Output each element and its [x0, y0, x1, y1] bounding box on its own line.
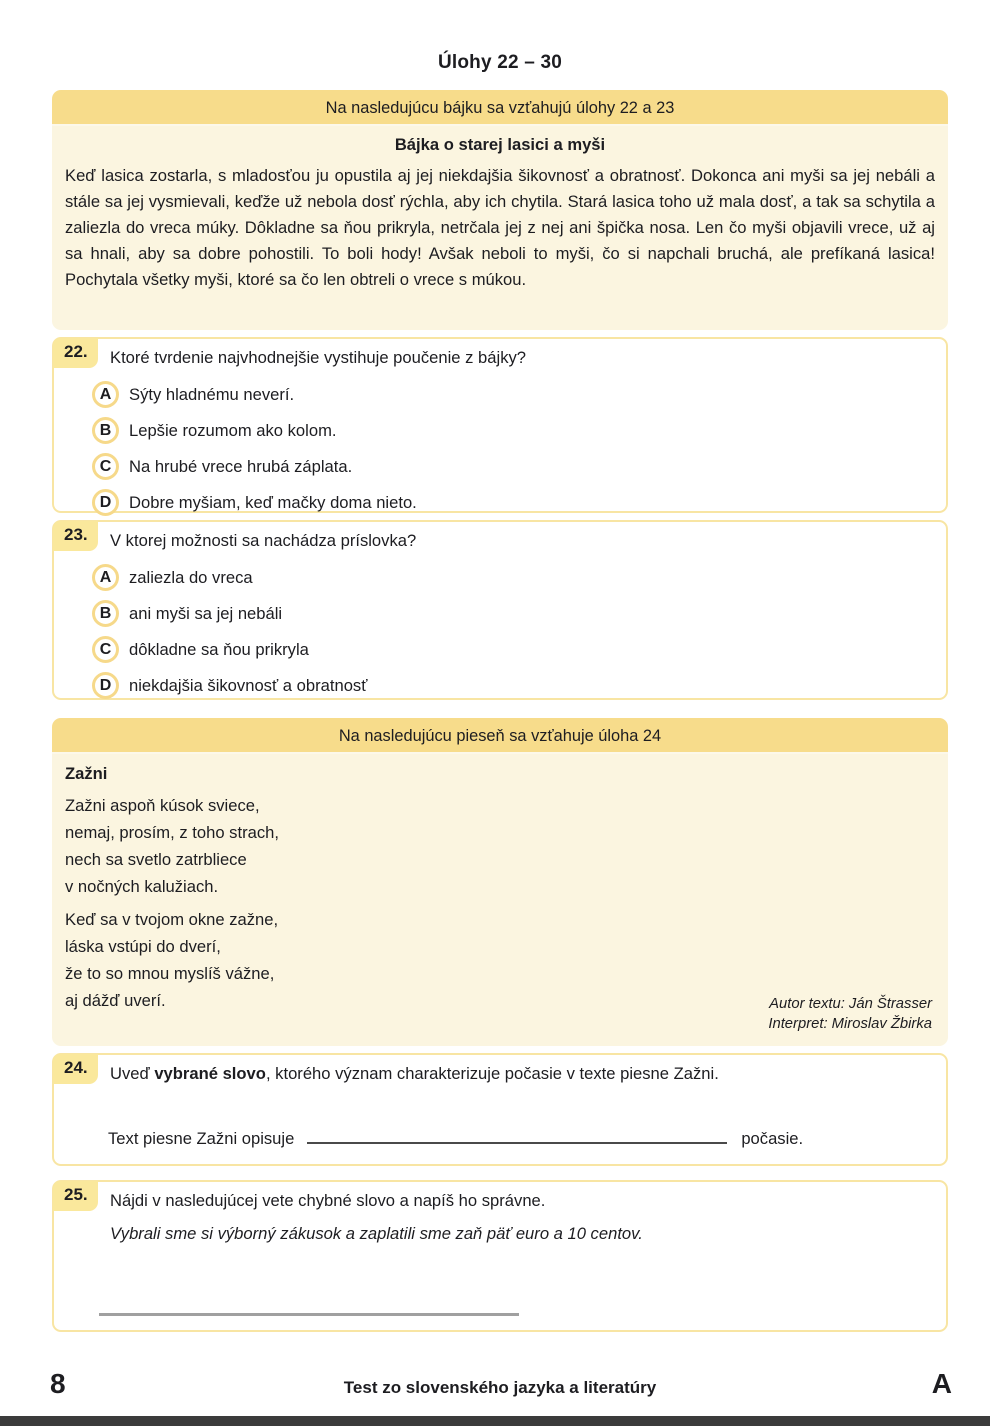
answer-suffix: počasie.: [741, 1129, 804, 1148]
option-d: [92, 672, 946, 699]
song-line: aj dážď uverí.: [65, 991, 166, 1010]
question-23-box: [52, 520, 948, 700]
question-24-answer-row: [108, 1129, 803, 1149]
option-a-text: zaliezla do vreca: [129, 567, 253, 587]
option-b: [92, 417, 946, 444]
question-23-number-badge: 23.: [53, 521, 98, 551]
question-22-text: Ktoré tvrdenie najvhodnejšie vystihuje poučenie z bájky?: [110, 348, 527, 367]
song-passage-box: [52, 718, 948, 1046]
question-23-text: V ktorej možnosti sa nachádza príslovka?: [110, 531, 417, 550]
fable-passage-box: [52, 90, 948, 330]
fable-passage-header: Na nasledujúcu bájku sa vzťahujú úlohy 22 a 23: [52, 90, 948, 126]
footer-test-variant: A: [931, 1368, 952, 1399]
option-b-marker: B: [92, 417, 119, 444]
song-body: [52, 754, 948, 1044]
song-line: nech sa svetlo zatrbliece: [65, 850, 247, 869]
answer-prefix: Text piesne Zažni opisuje: [108, 1129, 295, 1148]
option-d-text: Dobre myšiam, keď mačky doma nieto.: [129, 492, 417, 512]
option-d: [92, 489, 946, 516]
page-title: Úlohy 22 – 30: [437, 52, 563, 73]
fable-title: Bájka o starej lasici a myši: [394, 135, 606, 154]
option-b-text: Lepšie rozumom ako kolom.: [129, 420, 337, 440]
option-c: [92, 453, 946, 480]
question-24-text-suffix: , ktorého význam charakterizuje počasie v texte piesne Zažni.: [265, 1064, 719, 1083]
option-b: [92, 600, 946, 627]
option-c-text: Na hrubé vrece hrubá záplata.: [129, 456, 353, 476]
song-line: v nočných kalužiach.: [65, 877, 219, 896]
song-line: Keď sa v tvojom okne zažne,: [65, 910, 279, 929]
question-22-options: [54, 381, 946, 516]
question-25-box: [52, 1180, 948, 1332]
option-b-marker: B: [92, 600, 119, 627]
song-line: nemaj, prosím, z toho strach,: [65, 823, 279, 842]
option-a: [92, 381, 946, 408]
song-credit-author: Autor textu: Ján Štrasser: [769, 996, 932, 1012]
footer-page-number: 8: [50, 1368, 66, 1399]
answer-blank-line: [99, 1313, 519, 1316]
question-22-box: [52, 337, 948, 513]
option-a: [92, 564, 946, 591]
option-d-text: niekdajšia šikovnosť a obratnosť: [129, 675, 368, 695]
song-title: Zažni: [65, 764, 108, 783]
option-a-marker: A: [92, 564, 119, 591]
option-a-marker: A: [92, 381, 119, 408]
question-22-number-badge: 22.: [53, 338, 98, 368]
footer-title: Test zo slovenského jazyka a literatúry: [343, 1378, 657, 1397]
option-c-text: dôkladne sa ňou prikryla: [129, 639, 309, 659]
footer-bar: [0, 1416, 990, 1426]
question-24-text: [54, 1055, 946, 1084]
option-c-marker: C: [92, 636, 119, 663]
question-24-number-badge: 24.: [53, 1054, 98, 1084]
option-a-text: Sýty hladnému neverí.: [129, 384, 295, 404]
option-d-marker: D: [92, 489, 119, 516]
answer-blank-line: [307, 1130, 727, 1144]
question-24-text-prefix: Uveď: [110, 1064, 155, 1083]
question-24-box: [52, 1053, 948, 1166]
question-25-text: Nájdi v nasledujúcej vete chybné slovo a napíš ho správne.: [110, 1191, 546, 1210]
song-passage-header: Na nasledujúcu pieseň sa vzťahuje úloha 24: [52, 718, 948, 754]
fable-text: Keď lasica zostarla, s mladosťou ju opustila aj jej niekdajšia šikovnosť a obratnosť. Dokonca ani myši sa jej nebáli a stále sa jej vysmievali, keďže už nebola dosť rýchla, aby ich chytila. Stará lasica toho už mala dosť, a tak sa schytila a zaliezla do vreca múky. Dôkladne sa ňou prikryla, netrčala jej z nej ani špička nosa. Len čo myši objavili vrece, už aj sa hnali, aby sa dobre pohostili. To boli hody! Avšak neboli to myši, čo si napchali bruchá, ale prefíkaná lasica! Pochytala všetky myši, ktoré sa čo len obtreli o vrece s múkou.: [65, 166, 935, 289]
option-c-marker: C: [92, 453, 119, 480]
song-line: že to so mnou myslíš vážne,: [65, 964, 275, 983]
song-credits: [768, 994, 932, 1034]
question-25-number-badge: 25.: [53, 1181, 98, 1211]
error-sentence: Vybrali sme si výborný zákusok a zaplatili sme zaň päť euro a 10 centov.: [110, 1224, 643, 1243]
song-credit-interpret: Interpret: Miroslav Žbirka: [768, 1016, 932, 1032]
question-23-options: [54, 564, 946, 699]
option-b-text: ani myši sa jej nebáli: [129, 603, 283, 623]
song-line: Zažni aspoň kúsok sviece,: [65, 796, 260, 815]
song-line: láska vstúpi do dverí,: [65, 937, 221, 956]
song-stanza-1: [65, 792, 932, 900]
option-d-marker: D: [92, 672, 119, 699]
question-24-text-bold: vybrané slovo: [154, 1064, 266, 1083]
option-c: [92, 636, 946, 663]
